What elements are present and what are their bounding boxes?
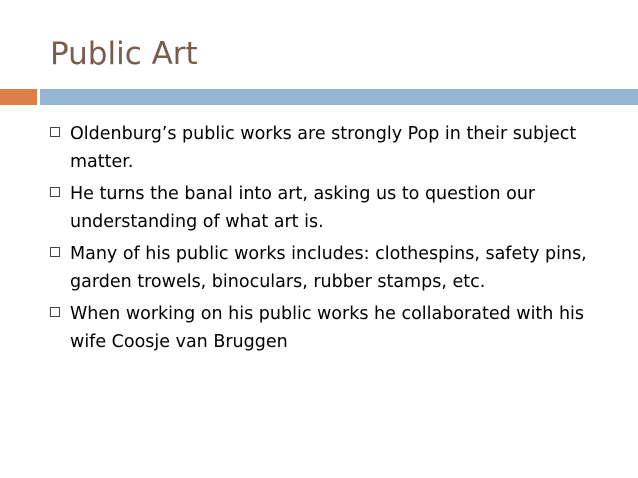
title-accent-bar-blue bbox=[40, 89, 638, 105]
bullet-item bbox=[48, 300, 608, 356]
square-bullet-icon bbox=[50, 187, 60, 197]
bullet-item bbox=[48, 120, 608, 176]
title-accent-bar-orange bbox=[0, 89, 37, 105]
bullet-list bbox=[48, 120, 608, 360]
bullet-item bbox=[48, 240, 608, 296]
bullet-item bbox=[48, 180, 608, 236]
bullet-text: Oldenburg’s public works are strongly Pop in their subject matter. bbox=[70, 124, 577, 172]
bullet-text: Many of his public works includes: clothespins, safety pins, garden trowels, binoculars, rubber stamps, etc. bbox=[70, 244, 587, 292]
bullet-text: When working on his public works he collaborated with his wife Coosje van Bruggen bbox=[70, 304, 585, 352]
square-bullet-icon bbox=[50, 307, 60, 317]
square-bullet-icon bbox=[50, 127, 60, 137]
square-bullet-icon bbox=[50, 247, 60, 257]
bullet-text: He turns the banal into art, asking us to question our understanding of what art is. bbox=[70, 184, 536, 232]
slide-title: Public Art bbox=[50, 36, 198, 72]
